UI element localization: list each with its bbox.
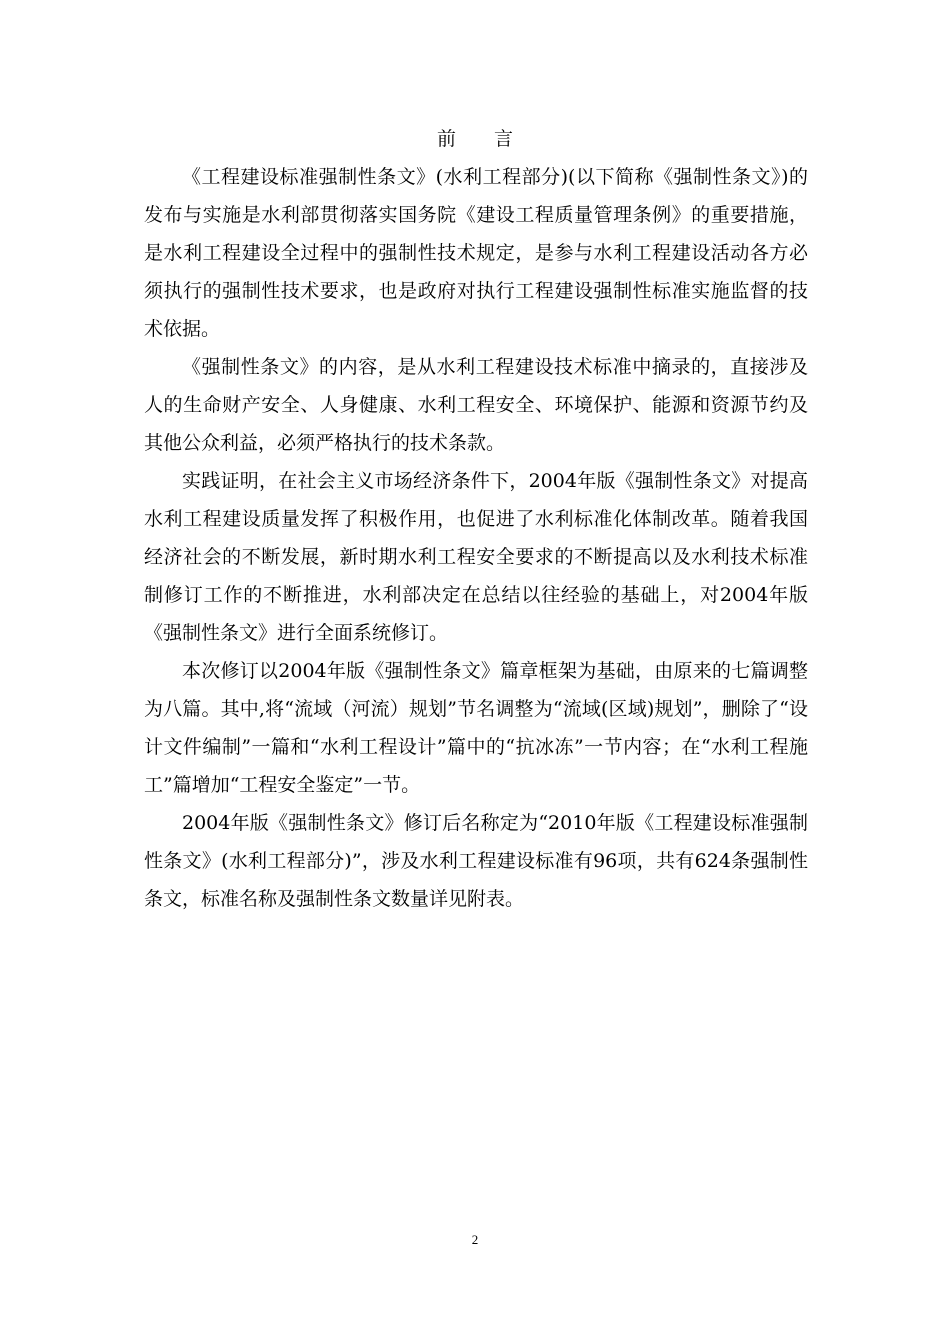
document-body [144,158,808,918]
paragraph-practice: 实践证明，在社会主义市场经济条件下，2004年版《强制性条文》对提高水利工程建设质量发挥了积极作用，也促进了水利标准化体制改革。随着我国经济社会的不断发展，新时期水利工程安全要求的不断提高以及水利技术标准制修订工作的不断推进，水利部决定在总结以往经验的基础上，对2004年版《强制性条文》进行全面系统修订。 [144,470,808,644]
paragraph-content: 《强制性条文》的内容，是从水利工程建设技术标准中摘录的，直接涉及人的生命财产安全、人身健康、水利工程安全、环境保护、能源和资源节约及其他公众利益，必须严格执行的技术条款。 [144,356,808,454]
page-title: 前 言 [436,128,513,150]
page-number: 2 [471,1232,479,1247]
paragraph-revision: 本次修订以2004年版《强制性条文》篇章框架为基础，由原来的七篇调整为八篇。其中,将“流域（河流）规划”节名调整为“流域(区域)规划”，删除了“设计文件编制”一篇和“水利工程设计”篇中的“抗冰冻”一节内容；在“水利工程施工”篇增加“工程安全鉴定”一节。 [144,660,808,796]
paragraph-naming: 2004年版《强制性条文》修订后名称定为“2010年版《工程建设标准强制性条文》(水利工程部分)”，涉及水利工程建设标准有96项，共有624条强制性条文，标准名称及强制性条文数量详见附表。 [144,812,808,910]
paragraph-intro: 《工程建设标准强制性条文》(水利工程部分)(以下简称《强制性条文》)的发布与实施是水利部贯彻落实国务院《建设工程质量管理条例》的重要措施，是水利工程建设全过程中的强制性技术规定，是参与水利工程建设活动各方必须执行的强制性技术要求，也是政府对执行工程建设强制性标准实施监督的技术依据。 [144,166,808,340]
